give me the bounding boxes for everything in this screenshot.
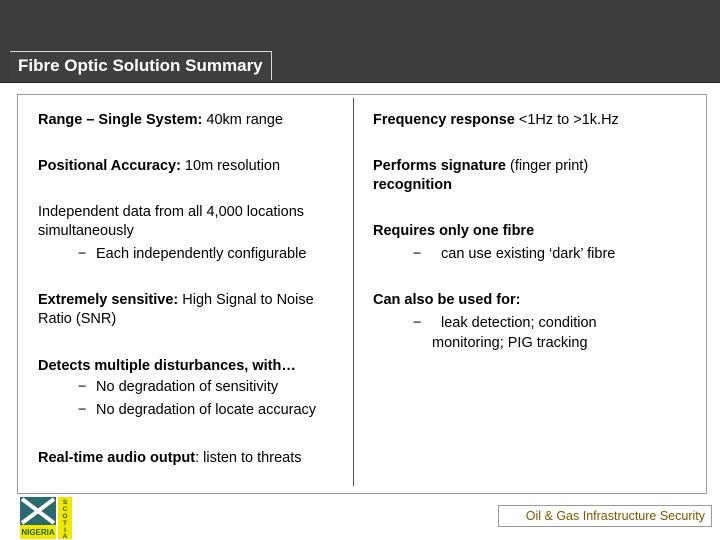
signature-label: Performs signature: [373, 158, 506, 174]
logo-side-letter: A: [62, 533, 68, 539]
fibre-subitem: [373, 245, 703, 264]
dash-bullet: −: [413, 315, 422, 331]
accuracy-value: 10m resolution: [180, 158, 281, 174]
range-value: 40km range: [202, 112, 283, 128]
range-label: Range – Single System:: [38, 112, 203, 128]
accuracy-label: Positional Accuracy:: [38, 158, 181, 174]
slide-title: Fibre Optic Solution Summary: [10, 51, 272, 80]
nigeria-scotia-logo-icon: [20, 497, 72, 539]
independent-text: Independent data from all 4,000 locations simultaneously: [38, 204, 305, 239]
also-label: Can also be used for:: [373, 292, 521, 308]
logo-main-text: NIGERIA: [21, 528, 55, 537]
signature-line2: recognition: [373, 177, 452, 193]
dash-bullet: −: [78, 379, 87, 395]
logo-side-letter: C: [62, 506, 68, 513]
audio-label: Real-time audio output: [38, 450, 196, 466]
dash-bullet: −: [78, 246, 87, 262]
dash-bullet: −: [413, 246, 422, 262]
fibre-label: Requires only one fibre: [373, 223, 535, 239]
sensitive-label: Extremely sensitive:: [38, 292, 179, 308]
range-item: [38, 111, 348, 130]
footer-text: Oil & Gas Infrastructure Security: [498, 505, 712, 527]
logo-side-letter: T: [63, 520, 67, 527]
detects-sub-text-1: No degradation of sensitivity: [96, 379, 279, 395]
logo-side-letter: O: [62, 513, 68, 520]
audio-item: [38, 449, 348, 468]
detects-item: [38, 357, 348, 420]
frequency-label: Frequency response: [373, 112, 515, 128]
independent-sub-text: Each independently configurable: [96, 246, 307, 262]
detects-sub-text-2: No degradation of locate accuracy: [96, 402, 317, 418]
detects-label: Detects multiple disturbances, with…: [38, 358, 296, 374]
accuracy-item: [38, 157, 348, 176]
logo-side-letter: S: [62, 499, 68, 506]
fibre-item: [373, 222, 703, 264]
frequency-item: [373, 111, 703, 130]
detects-subitem-2: [38, 401, 348, 420]
also-sub-text-1: leak detection; condition: [441, 315, 597, 331]
sensitive-value: High Signal to Noise Ratio (SNR): [38, 292, 314, 327]
logo-side-letter: I: [64, 527, 66, 534]
also-item: [373, 291, 703, 353]
independent-subitem: [38, 245, 338, 264]
signature-value: (finger print): [505, 158, 589, 174]
dash-bullet: −: [78, 402, 87, 418]
signature-item: [373, 157, 703, 195]
also-sub-text-2: monitoring; PIG tracking: [432, 335, 588, 351]
audio-value: : listen to threats: [195, 450, 302, 466]
detects-subitem-1: [38, 378, 348, 397]
also-subitem: [373, 314, 703, 333]
fibre-sub-text: can use existing ‘dark’ fibre: [441, 246, 616, 262]
independent-item: [38, 203, 338, 264]
sensitive-item: [38, 291, 348, 329]
frequency-value: <1Hz to >1k.Hz: [514, 112, 619, 128]
column-divider: [353, 98, 354, 486]
